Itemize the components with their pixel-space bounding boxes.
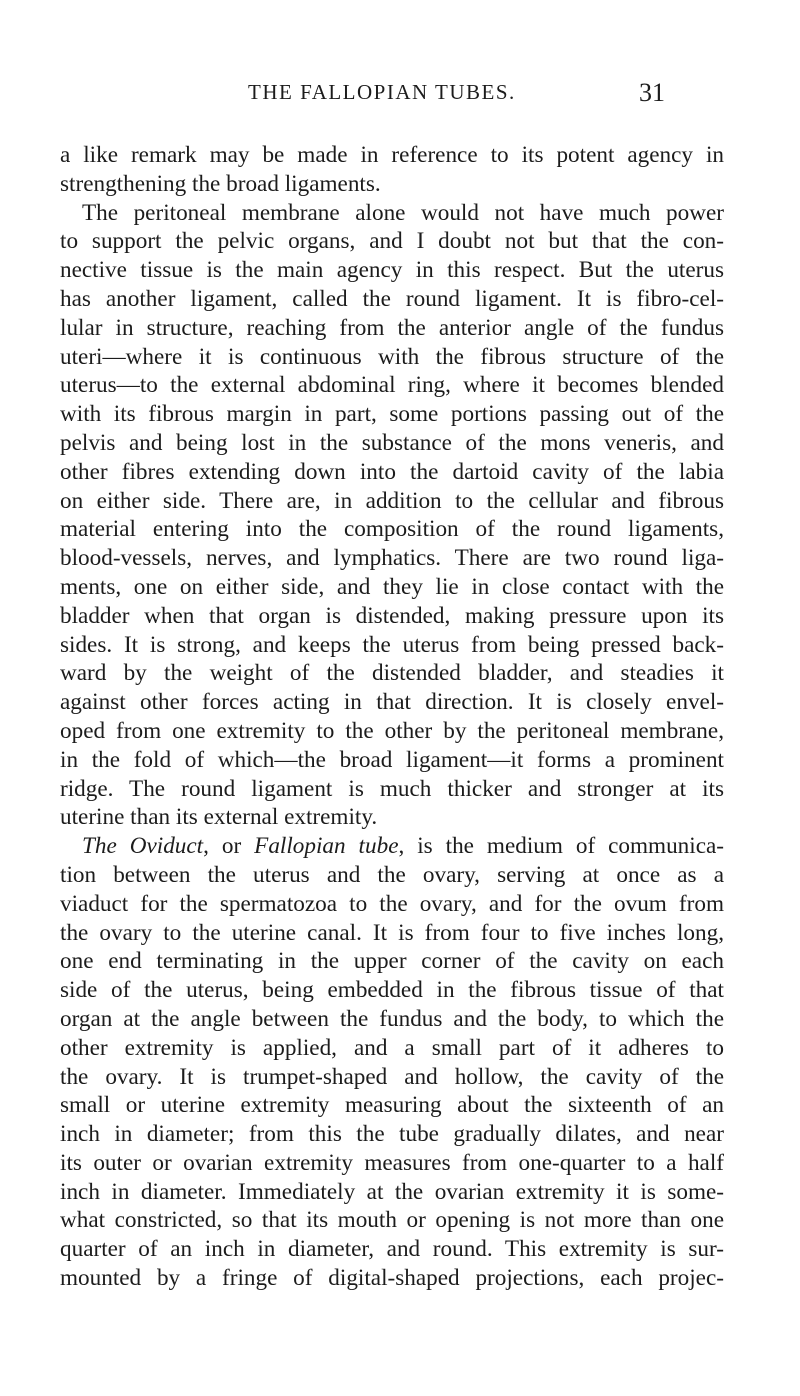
opening-line-rest: , is the medium of communica- <box>398 833 724 860</box>
text-line: pelvis and being lost in the substance of the mons veneris, and <box>60 429 724 456</box>
text-line: a like remark may be made in reference to its potent agency in <box>60 142 724 168</box>
text-line: quarter of an inch in diameter, and round. This extremity is sur- <box>60 1236 724 1263</box>
text-line: what constricted, so that its mouth or opening is not more than one <box>60 1207 724 1234</box>
text-line: uterine than its external extremity. <box>60 804 378 831</box>
text-line: its outer or ovarian extremity measures from one-quarter to a half <box>60 1149 724 1176</box>
text-line: inch in diameter; from this the tube gradually dilates, and near <box>60 1121 724 1148</box>
text-line: against other forces acting in that direction. It is closely envel- <box>60 689 724 716</box>
text-line: in the fold of which—the broad ligament—it forms a prominent <box>60 746 724 773</box>
text-line: lular in structure, reaching from the anterior angle of the fundus <box>60 314 724 341</box>
text-line: on either side. There are, in addition to the cellular and fibrous <box>60 487 724 514</box>
text-line: has another ligament, called the round ligament. It is fibro-cel- <box>60 285 724 312</box>
running-head-title: THE FALLOPIAN TUBES. <box>248 80 516 104</box>
italic-term-fallopian-tube: Fallopian tube <box>254 833 399 860</box>
text-line: nective tissue is the main agency in this respect. But the uterus <box>60 257 724 284</box>
text-line: ridge. The round ligament is much thicker and stronger at its <box>60 775 724 802</box>
text-line: inch in diameter. Immediately at the ovarian extremity it is some- <box>60 1178 724 1205</box>
oviduct-paragraph-opening <box>60 832 724 861</box>
text-line: viaduct for the spermatozoa to the ovary, and for the ovum from <box>60 890 724 917</box>
text-line: mounted by a fringe of digital-shaped projections, each projec- <box>60 1265 724 1292</box>
text-line: with its fibrous margin in part, some portions passing out of the <box>60 401 724 428</box>
text-line: to support the pelvic organs, and I doubt not but that the con- <box>60 228 724 255</box>
text-line: uterus—to the external abdominal ring, where it becomes blended <box>60 372 724 399</box>
italic-term-oviduct: The Oviduct <box>82 833 204 860</box>
text-line: other fibres extending down into the dartoid cavity of the labia <box>60 458 724 485</box>
text-line: the ovary to the uterine canal. It is from four to five inches long, <box>60 919 724 946</box>
page-number: 31 <box>639 78 665 107</box>
running-head <box>0 80 800 110</box>
text-line: one end terminating in the upper corner of the cavity on each <box>60 948 724 975</box>
text-line: The peritoneal membrane alone would not have much power <box>82 199 724 226</box>
text-line: sides. It is strong, and keeps the uterus from being pressed back- <box>60 631 724 658</box>
text-line: material entering into the composition of the round ligaments, <box>60 516 724 543</box>
text-line: the ovary. It is trumpet-shaped and hollow, the cavity of the <box>60 1063 724 1090</box>
text-line: oped from one extremity to the other by the peritoneal membrane, <box>60 717 724 744</box>
text-line: blood-vessels, nerves, and lymphatics. There are two round liga- <box>60 545 724 572</box>
text-line: bladder when that organ is distended, making pressure upon its <box>60 602 724 629</box>
text-line: tion between the uterus and the ovary, serving at once as a <box>60 861 724 888</box>
text-line: other extremity is applied, and a small part of it adheres to <box>60 1034 724 1061</box>
text-line: strengthening the broad ligaments. <box>60 170 381 197</box>
text-line: organ at the angle between the fundus and the body, to which the <box>60 1005 724 1032</box>
text-line: ments, one on either side, and they lie in close contact with the <box>60 573 724 600</box>
text-line: side of the uterus, being embedded in the fibrous tissue of that <box>60 977 724 1004</box>
text-line: small or uterine extremity measuring about the sixteenth of an <box>60 1092 724 1119</box>
text-line: ward by the weight of the distended bladder, and steadies it <box>60 660 724 687</box>
body-text <box>60 141 724 1293</box>
text-line: uteri—where it is continuous with the fibrous structure of the <box>60 343 724 370</box>
connector-text: , or <box>203 833 255 860</box>
